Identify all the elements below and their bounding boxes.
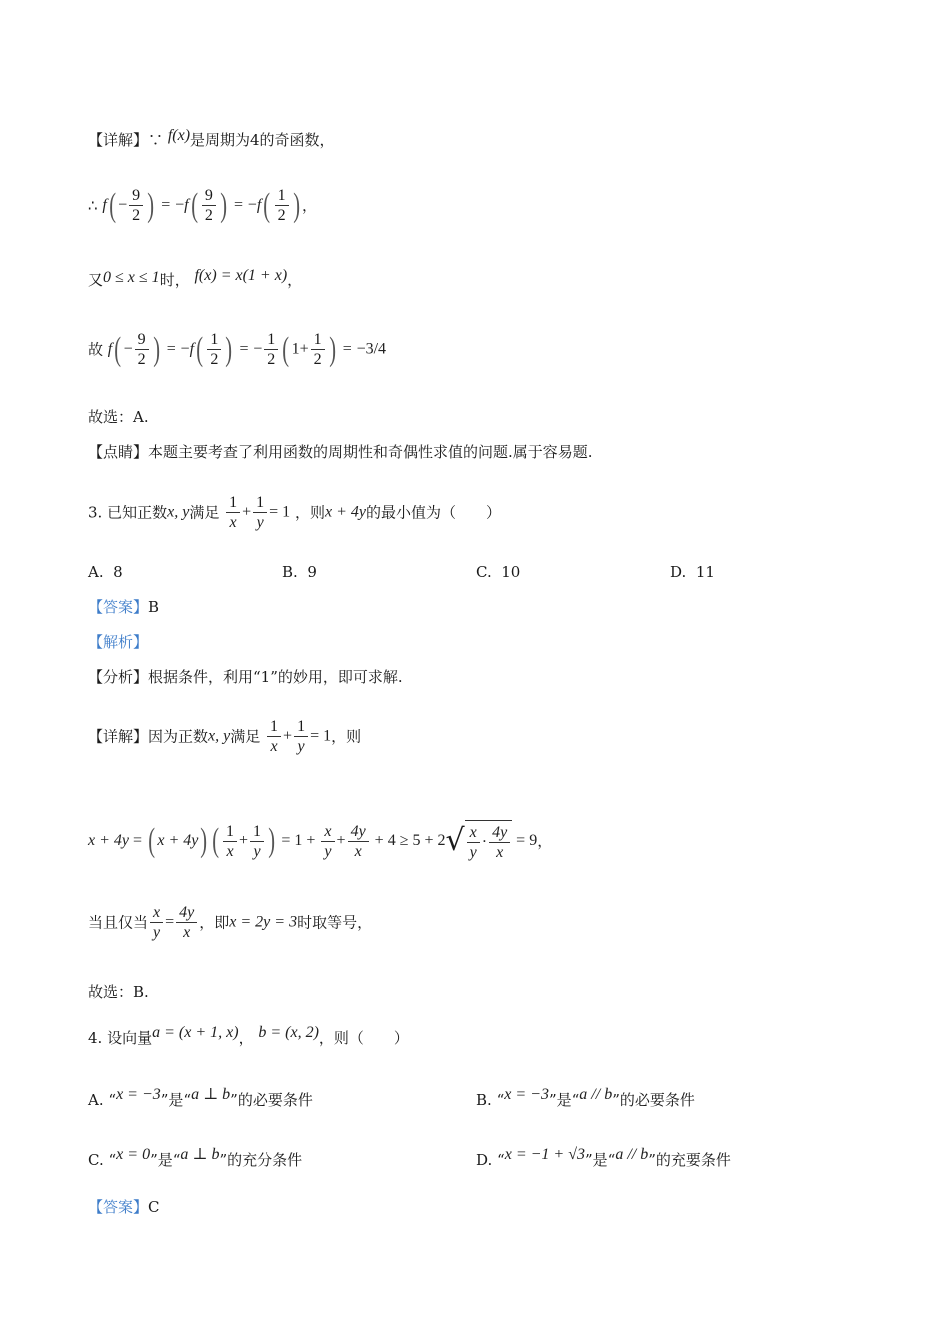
answer-value: B [148,598,160,616]
paren: ( [109,186,116,224]
option-c[interactable] [88,1146,303,1171]
detail-line-1 [88,127,335,151]
option-label: C. [88,1151,104,1169]
plus-four-geq: + 4 ≥ 5 + 2 [370,832,446,849]
quote-open: “ [108,1091,117,1109]
result-value: −3/4 [356,340,387,358]
equals-one: = 1 [269,503,291,521]
option-relation: a ⊥ b [180,1146,220,1163]
question-number: 4. [88,1029,103,1047]
fraction-x-y: $\frac{x}{y}$ [467,823,480,862]
fraction-1-2: $\frac{1}{2}$ [311,330,325,369]
plus: + [336,832,346,849]
option-condition: x = −3 [504,1086,549,1103]
option-b[interactable] [476,1086,695,1111]
option-tail: 的充要条件 [655,1151,731,1169]
minus-sign: − [180,340,190,358]
option-relation: a // b [615,1146,649,1163]
domain-condition: 0 ≤ x ≤ 1 [103,269,160,286]
quote-close: ”是“ [160,1091,192,1109]
min-result: 9 [529,832,538,849]
minus-sign: − [175,196,185,214]
equality-cond: x = 2y = 3 [229,913,298,931]
analysis-tag: 【分析】 [88,668,149,686]
vector-b: b = (x, 2) [258,1024,319,1041]
option-tail: 的必要条件 [619,1091,695,1109]
plus: + [239,832,249,849]
option-label: D. [476,1151,493,1169]
option-a[interactable] [88,1086,313,1111]
separator: ， [238,1029,254,1047]
option-label: B. [282,563,298,581]
lhs-expr: x + 4y [88,832,129,849]
choose-answer-3: 故选：B. [88,983,149,1001]
detail-vars: x, y [208,727,231,745]
step-therefore [88,186,317,225]
choose-answer-1: 故选：A. [88,408,149,426]
option-label: B. [476,1091,492,1109]
paren: ) [268,822,276,859]
f-symbol: f [107,340,113,358]
equals: = [233,196,244,214]
paren: ( [190,186,198,224]
detail-3 [88,717,361,756]
fraction-1-2: $\frac{1}{2}$ [207,330,221,369]
option-c[interactable] [476,562,520,582]
question-text: 设向量 [107,1029,153,1047]
factor-expr: x + 4y [157,832,199,849]
quote-close: ”是“ [150,1151,181,1169]
minus-sign: − [123,340,133,358]
question-vars: x, y [167,503,190,521]
option-d[interactable] [670,562,715,582]
comma: ， [287,271,303,289]
detail-text: 满足 [230,727,261,746]
paren: ( [282,330,290,368]
paren: ) [292,186,300,224]
equality-condition [88,903,372,942]
when-text: 时， [159,271,190,289]
quote-close: ” [612,1091,620,1109]
minus-sign: − [253,340,263,358]
option-a[interactable] [88,562,123,582]
f-symbol: f [102,196,107,214]
quote-close: ”是“ [585,1151,616,1169]
question-text: 的最小值为（ ） [365,503,501,522]
quote-close: ” [230,1091,238,1109]
equals: = [165,913,175,931]
quote-close: ”是“ [548,1091,580,1109]
detail-tag: 【详解】 [88,131,149,149]
option-b[interactable] [282,562,317,582]
fraction-9-2: $\frac{9}{2}$ [135,330,149,369]
one-plus: 1+ [291,340,309,358]
fraction-1-y: $\frac{1}{y}$ [253,493,267,532]
equals: = [512,832,530,849]
analysis-line [88,667,403,687]
fraction-x-y: $\frac{x}{y}$ [321,822,334,861]
quote-open: “ [497,1151,505,1169]
option-tail: 的充分条件 [227,1151,303,1169]
comment-line [88,442,593,462]
equals: = [342,340,352,358]
paren: ) [200,822,208,859]
equality-tail: 时取等号， [297,913,373,932]
inequality-line [88,820,552,862]
detail-tag: 【详解】 [88,727,149,746]
equals: = [166,340,176,358]
function-fx: f(x) [167,127,191,144]
f-symbol: f [189,340,195,358]
answer-4 [88,1197,160,1217]
fraction-4y-x: $\frac{4y}{x}$ [489,823,510,862]
equality-mid: ，即 [199,913,230,932]
paren: ) [225,330,233,368]
fraction-1-y: $\frac{1}{y}$ [294,717,308,756]
equals-one-plus: = 1 + [277,832,320,849]
fraction-1-y: $\frac{1}{y}$ [250,822,264,861]
question-number: 3. [88,503,103,522]
option-relation: a ⊥ b [191,1086,231,1103]
function-definition: f(x) = x(1 + x) [194,267,288,284]
option-label: D. [670,563,687,581]
option-tail: 的必要条件 [237,1091,313,1109]
comment-text: 本题主要考查了利用函数的周期性和奇偶性求值的问题.属于容易题. [148,443,593,461]
option-value: 9 [307,563,317,581]
option-label: A. [88,563,104,581]
option-relation: a // b [579,1086,613,1103]
fraction-1-2: $\frac{1}{2}$ [275,186,289,225]
paren: ) [220,186,227,224]
fraction-4y-x: $\frac{4y}{x}$ [176,903,197,942]
answer-3 [88,597,159,617]
detail-text: ，则 [331,727,362,746]
step-lead: 故 [88,340,104,359]
option-value: 11 [695,563,715,581]
option-condition: x = −1 + √3 [504,1146,585,1163]
comment-tag: 【点睛】 [88,443,149,461]
analysis-text: 根据条件，利用“1”的妙用，即可求解. [148,668,403,686]
paren: ( [263,186,271,224]
paren: ) [147,186,155,224]
option-d[interactable] [476,1146,731,1171]
answer-tag: 【答案】 [88,598,149,616]
comma: ， [537,832,553,850]
equals: = [239,340,249,358]
paren: ( [196,330,204,368]
minus-sign: − [118,196,128,214]
option-condition: x = −3 [116,1086,161,1103]
fraction-4y-x: $\frac{4y}{x}$ [348,822,369,861]
question-4 [88,1024,409,1049]
step-lead: 又 [88,271,104,289]
option-condition: x = 0 [116,1146,151,1163]
option-value: 8 [113,563,123,581]
therefore-symbol: ∴ [88,196,98,215]
paren: ( [211,822,219,859]
question-text: ，则 [294,503,325,522]
option-label: C. [476,563,492,581]
question-text: 满足 [189,503,220,522]
f-symbol: f [256,196,262,214]
equals: = [129,832,147,849]
comma: ， [301,196,317,215]
answer-tag: 【答案】 [88,1198,149,1216]
question-text: 已知正数 [107,503,168,522]
quote-open: “ [496,1091,505,1109]
vector-a: a = (x + 1, x) [152,1024,239,1041]
option-value: 10 [501,563,521,581]
minus-sign: − [247,196,257,214]
equality-lead: 当且仅当 [88,913,149,932]
question-3 [88,493,501,532]
equals: = [161,196,171,214]
fraction-x-y: $\frac{x}{y}$ [150,903,163,942]
detail-text: 是周期为4的奇函数， [190,131,335,149]
fraction-1-2: $\frac{1}{2}$ [264,330,278,369]
analysis-heading: 【解析】 [88,633,149,651]
paren: ( [148,822,156,859]
equals-one: = 1 [310,727,332,745]
fraction-1-x: $\frac{1}{x}$ [267,717,281,756]
f-symbol: f [184,196,189,214]
quote-open: “ [108,1151,117,1169]
because-symbol: ∵ [148,131,164,149]
question-text: ，则（ ） [318,1029,409,1047]
paren: ( [114,330,122,368]
fraction-9-2: $\frac{9}{2}$ [202,186,216,225]
paren: ) [152,330,160,368]
question-expr: x + 4y [324,503,366,521]
fraction-1-x: $\frac{1}{x}$ [226,493,240,532]
step-result [88,330,386,369]
quote-close: ” [219,1151,228,1169]
plus: + [283,727,293,745]
plus: + [242,503,252,521]
option-label: A. [88,1091,104,1109]
fraction-1-x: $\frac{1}{x}$ [223,822,237,861]
fraction-9-2: $\frac{9}{2}$ [129,186,143,225]
sqrt-icon: √ $\frac{x}{y}$ · $\frac{4y}{x}$ [446,820,513,862]
answer-value: C [148,1198,160,1216]
detail-text: 因为正数 [148,727,209,746]
paren: ) [328,330,336,368]
quote-close: ” [648,1151,656,1169]
dot: · [481,833,488,851]
step-domain [88,267,303,291]
